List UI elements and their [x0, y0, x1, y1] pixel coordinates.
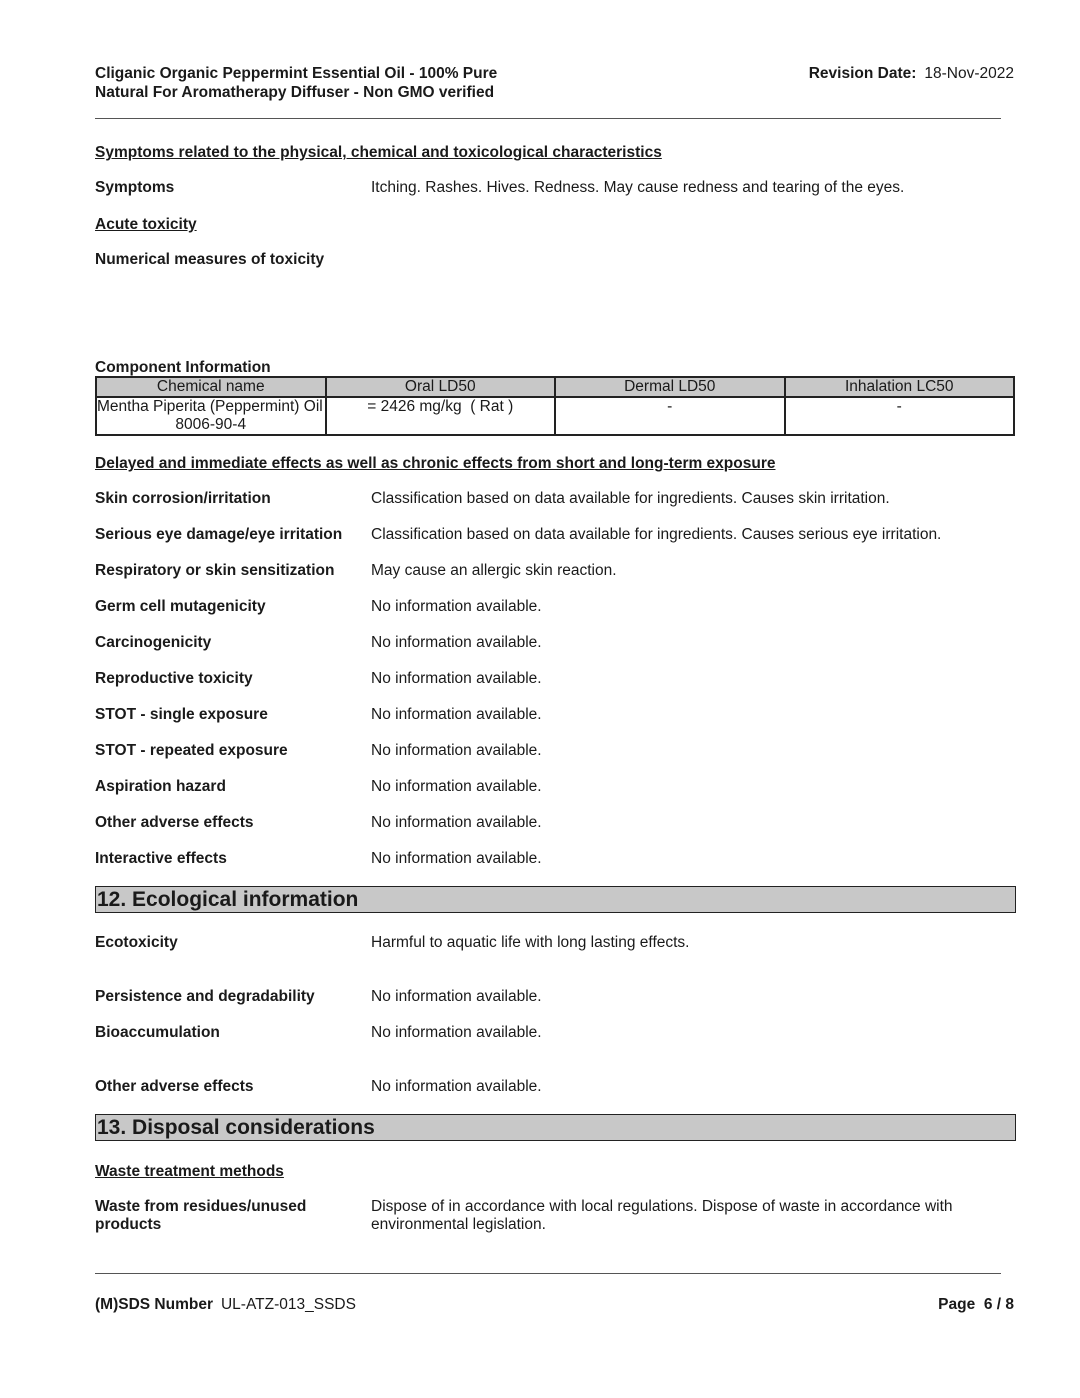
effect-value: Classification based on data available for ingredients. Causes serious eye irritation. [371, 526, 942, 543]
page-label: Page [938, 1296, 976, 1313]
waste-residues-value-line2: environmental legislation. [371, 1216, 546, 1233]
section-12-title: 12. Ecological information [95, 886, 1016, 913]
effect-label: Serious eye damage/eye irritation [95, 526, 343, 543]
effect-value: No information available. [371, 850, 542, 867]
ecotoxicity-value: Harmful to aquatic life with long lasting effects. [371, 934, 690, 951]
effect-value: No information available. [371, 742, 542, 759]
effect-label: Reproductive toxicity [95, 670, 253, 687]
effect-value: May cause an allergic skin reaction. [371, 562, 617, 579]
bioaccumulation-value: No information available. [371, 1024, 542, 1041]
sds-number-value: UL-ATZ-013_SSDS [220, 1296, 356, 1313]
chemical-name: Mentha Piperita (Peppermint) Oil [97, 398, 323, 415]
other-adverse-effects-label: Other adverse effects [95, 1078, 254, 1095]
page-number [938, 1295, 1014, 1314]
waste-residues-label-line2: products [95, 1216, 162, 1233]
effect-label: Skin corrosion/irritation [95, 490, 271, 507]
effect-value: No information available. [371, 706, 542, 723]
symptoms-heading: Symptoms related to the physical, chemical and toxicological characteristics [95, 144, 662, 161]
waste-residues-value-line1: Dispose of in accordance with local regulations. Dispose of waste in accordance with [371, 1198, 953, 1215]
sds-number-label: (M)SDS Number [95, 1296, 213, 1313]
effect-value: No information available. [371, 670, 542, 687]
other-adverse-effects-value: No information available. [371, 1078, 542, 1095]
effect-label: Interactive effects [95, 850, 227, 867]
col-chemical-name: Chemical name [96, 377, 326, 397]
effect-value: No information available. [371, 598, 542, 615]
sds-number [95, 1295, 356, 1314]
acute-toxicity-heading: Acute toxicity [95, 216, 197, 233]
effect-label: Germ cell mutagenicity [95, 598, 266, 615]
effect-label: Other adverse effects [95, 814, 254, 831]
cell-dermal-ld50: - [555, 397, 785, 435]
numerical-measures-label: Numerical measures of toxicity [95, 251, 325, 268]
symptoms-label: Symptoms [95, 179, 175, 196]
effect-value: No information available. [371, 634, 542, 651]
cas-number: 8006-90-4 [175, 416, 247, 433]
waste-residues-value [371, 1198, 1011, 1234]
cell-chemical-name [96, 397, 326, 435]
component-table-header [96, 377, 1014, 397]
component-table [95, 376, 1015, 436]
waste-residues-label-line1: Waste from residues/unused [95, 1198, 307, 1215]
document-title-line1: Cliganic Organic Peppermint Essential Oil - 100% Pure [95, 65, 498, 82]
page-value: 6 / 8 [983, 1296, 1014, 1313]
section-13-title: 13. Disposal considerations [95, 1114, 1016, 1141]
effect-value: No information available. [371, 814, 542, 831]
effect-label: Carcinogenicity [95, 634, 212, 651]
delayed-effects-heading: Delayed and immediate effects as well as chronic effects from short and long-term exposure [95, 455, 776, 472]
header-divider [95, 118, 1001, 119]
ecotoxicity-label: Ecotoxicity [95, 934, 178, 951]
waste-treatment-heading: Waste treatment methods [95, 1163, 284, 1180]
footer-divider [95, 1273, 1001, 1274]
bioaccumulation-label: Bioaccumulation [95, 1024, 220, 1041]
col-oral-ld50: Oral LD50 [326, 377, 556, 397]
document-title [95, 64, 497, 102]
persistence-label: Persistence and degradability [95, 988, 315, 1005]
effect-label: STOT - single exposure [95, 706, 268, 723]
effect-value: No information available. [371, 778, 542, 795]
col-dermal-ld50: Dermal LD50 [555, 377, 785, 397]
symptoms-value: Itching. Rashes. Hives. Redness. May cause redness and tearing of the eyes. [371, 179, 905, 196]
revision-date-value: 18-Nov-2022 [924, 65, 1014, 82]
waste-residues-label [95, 1198, 365, 1234]
revision-date [809, 64, 1014, 83]
document-title-line2: Natural For Aromatherapy Diffuser - Non GMO verified [95, 84, 495, 101]
effect-label: Aspiration hazard [95, 778, 226, 795]
table-row [96, 397, 1014, 435]
effect-value: Classification based on data available for ingredients. Causes skin irritation. [371, 490, 890, 507]
persistence-value: No information available. [371, 988, 542, 1005]
revision-date-label: Revision Date: [808, 65, 917, 82]
component-info-title: Component Information [95, 359, 271, 376]
cell-oral-ld50: = 2426 mg/kg ( Rat ) [326, 397, 556, 435]
col-inhalation-lc50: Inhalation LC50 [785, 377, 1015, 397]
effect-label: Respiratory or skin sensitization [95, 562, 335, 579]
cell-inhalation-lc50: - [785, 397, 1015, 435]
effect-label: STOT - repeated exposure [95, 742, 288, 759]
